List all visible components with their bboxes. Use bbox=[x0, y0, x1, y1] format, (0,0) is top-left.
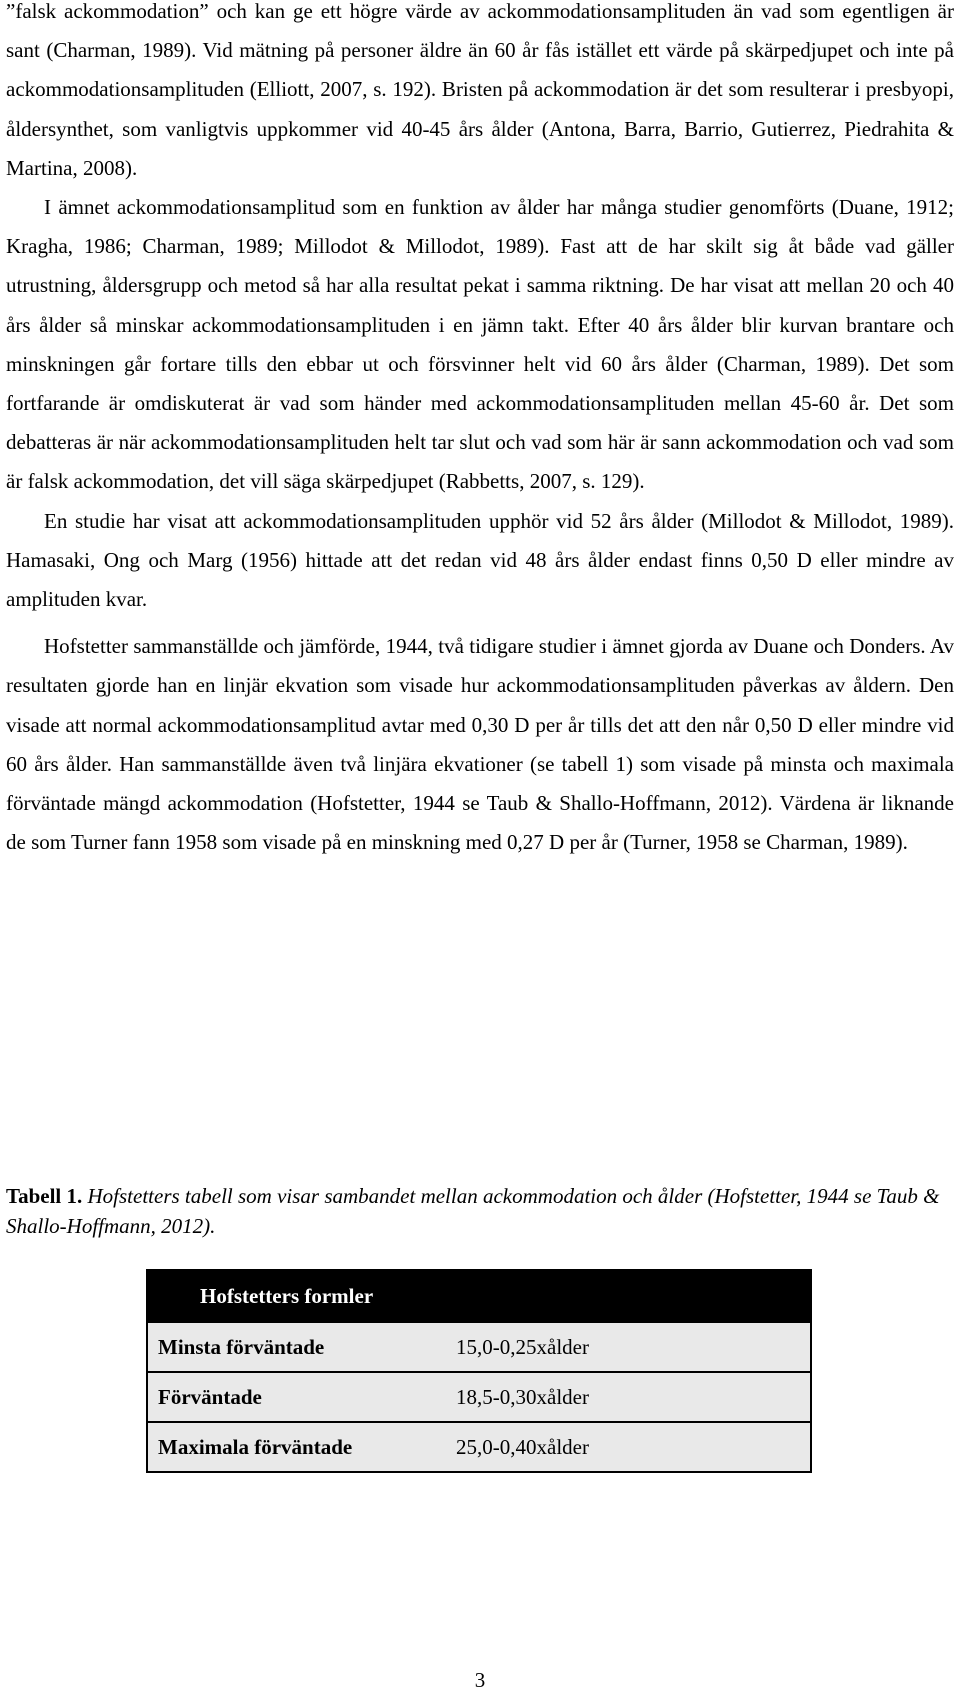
page-number: 3 bbox=[474, 1668, 486, 1692]
table-row bbox=[147, 1372, 811, 1422]
table-caption-label: Tabell 1. bbox=[6, 1184, 83, 1208]
table-caption-text: Hofstetters tabell som visar sambandet mellan ackommodation och ålder (Hofstetter, 1944 se Taub & Shallo-Hoffmann, 2012). bbox=[6, 1184, 940, 1238]
body-text bbox=[6, 0, 954, 862]
table-caption bbox=[6, 1181, 954, 1241]
row-formula: 25,0-0,40xålder bbox=[434, 1422, 811, 1472]
row-name: Minsta förväntade bbox=[147, 1322, 434, 1372]
table-row bbox=[147, 1422, 811, 1472]
table-row bbox=[147, 1322, 811, 1372]
row-name: Maximala förväntade bbox=[147, 1422, 434, 1472]
hofstetter-table bbox=[146, 1269, 812, 1473]
row-formula: 15,0-0,25xålder bbox=[434, 1322, 811, 1372]
table-header: Hofstetters formler bbox=[147, 1270, 811, 1322]
paragraph-1: ”falsk ackommodation” och kan ge ett högre värde av ackommodationsamplituden än vad som egentligen är sant (Charman, 1989). Vid mätning på personer äldre än 60 år fås istället ett värde på skärpedjupet och inte på ackommodationsamplituden (Elliott, 2007, s. 192). Bristen på ackommodation är det som resulterar i presbyopi, åldersynthet, som vanligtvis uppkommer vid 40-45 års ålder (Antona, Barra, Barrio, Gutierrez, Piedrahita & Martina, 2008). bbox=[6, 0, 954, 180]
paragraph-3: En studie har visat att ackommodationsamplituden upphör vid 52 års ålder (Millodot & Millodot, 1989). Hamasaki, Ong och Marg (1956) hittade att det redan vid 48 års ålder endast finns 0,50 D eller mindre av amplituden kvar. bbox=[6, 508, 954, 612]
row-formula: 18,5-0,30xålder bbox=[434, 1372, 811, 1422]
paragraph-4: Hofstetter sammanställde och jämförde, 1944, två tidigare studier i ämnet gjorda av Duane och Donders. Av resultaten gjorde han en linjär ekvation som visade hur ackommodationsamplituden påverkas av åldern. Den visade att normal ackommodationsamplitud avtar med 0,30 D per år tills det att den når 0,50 D eller mindre vid 60 års ålder. Han sammanställde även två linjära ekvationer (se tabell 1) som visade på minsta och maximala förväntade mängd ackommodation (Hofstetter, 1944 se Taub & Shallo-Hoffmann, 2012). Värdena är liknande de som Turner fann 1958 som visade på en minskning med 0,27 D per år (Turner, 1958 se Charman, 1989). bbox=[6, 634, 954, 855]
row-name: Förväntade bbox=[147, 1372, 434, 1422]
paragraph-2: I ämnet ackommodationsamplitud som en funktion av ålder har många studier genomförts (Duane, 1912; Kragha, 1986; Charman, 1989; Millodot & Millodot, 1989). Fast att de har skilt sig åt både vad gäller utrustning, åldersgrupp och metod så har alla resultat pekat i samma riktning. De har visat att mellan 20 och 40 års ålder så minskar ackommodationsamplituden i en jämn takt. Efter 40 års ålder blir kurvan brantare och minskningen går fortare tills den ebbar ut och försvinner helt vid 60 års ålder (Charman, 1989). Det som fortfarande är omdiskuterat är vad som händer med ackommodationsamplituden mellan 45-60 år. Det som debatteras är när ackommodationsamplituden helt tar slut och vad som här är sann ackommodation och vad som är falsk ackommodation, det vill säga skärpedjupet (Rabbetts, 2007, s. 129). bbox=[6, 195, 954, 494]
